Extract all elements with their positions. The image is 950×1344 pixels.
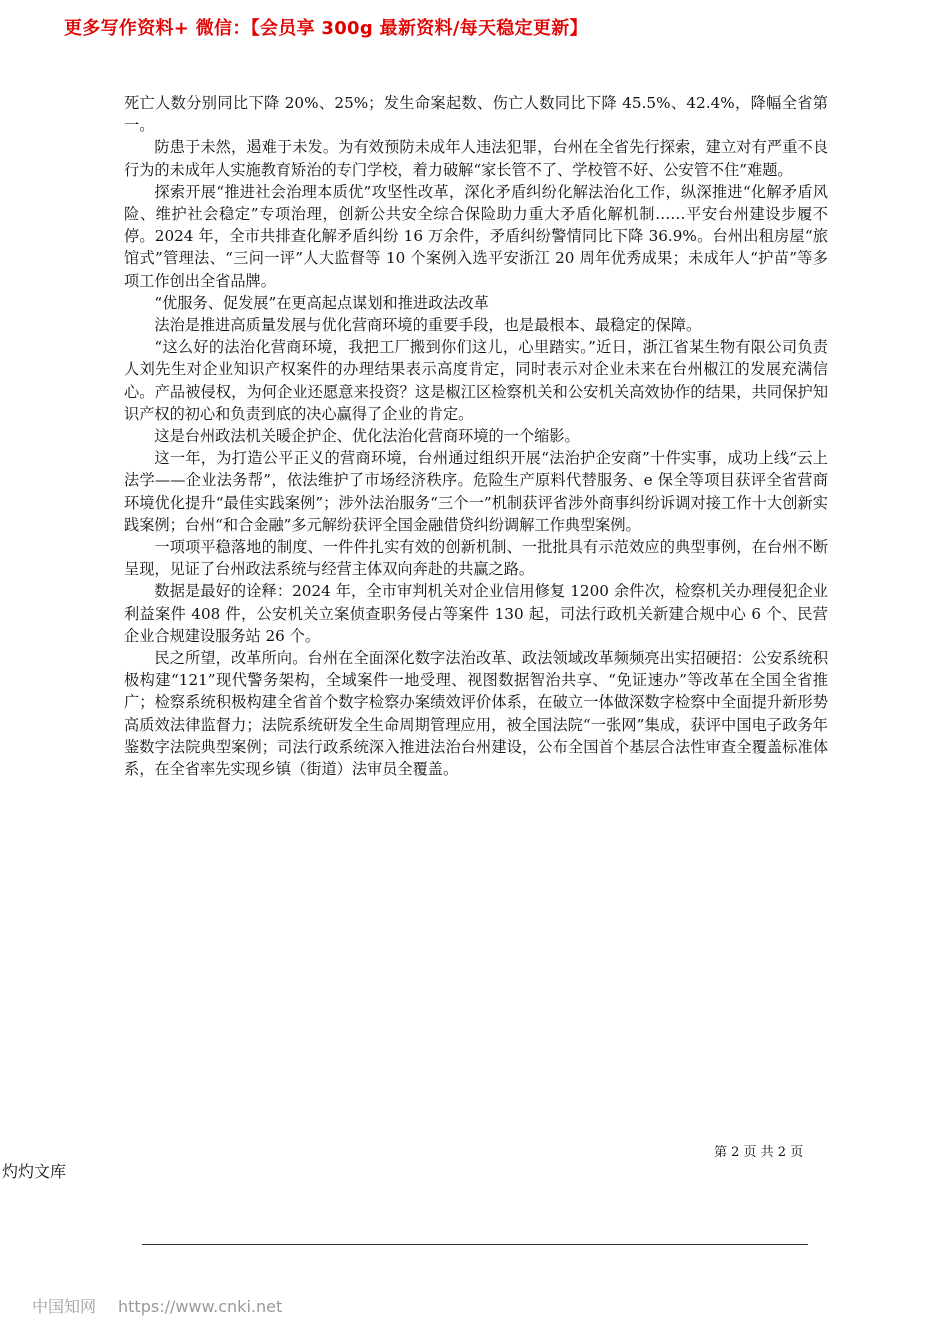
footer-source [32, 1294, 282, 1317]
paragraph: 数据是最好的诠释：2024 年，全市审判机关对企业信用修复 1200 余件次，检察机关办理侵犯企业利益案件 408 件，公安机关立案侦查职务侵占等案件 130 起，司法行政机关新建合规中心 6 个、民营企业合规建设服务站 26 个。 [124, 582, 828, 645]
page-number: 第 2 页 共 2 页 [714, 1145, 804, 1160]
paragraph: 探索开展“推进社会治理本质优”攻坚性改革，深化矛盾纠纷化解法治化工作，纵深推进“化解矛盾风险、维护社会稳定”专项治理，创新公共安全综合保险助力重大矛盾化解机制……平安台州建设步履不停。2024 年，全市共排查化解矛盾纠纷 16 万余件，矛盾纠纷警情同比下降 36.9%。台州出租房屋“旅馆式”管理法、“三问一评”人大监督等 10 个案例入选平安浙江 20 周年优秀成果；未成年人“护苗”等多项工作创出全省品牌。 [124, 182, 828, 290]
paragraph: 一项项平稳落地的制度、一件件扎实有效的创新机制、一批批具有示范效应的典型事例，在台州不断呈现，见证了台州政法系统与经营主体双向奔赴的共赢之路。 [124, 538, 828, 579]
article-body [124, 92, 828, 780]
library-name: 灼灼文库 [2, 1162, 67, 1181]
paragraph: 死亡人数分别同比下降 20%、25%；发生命案起数、伤亡人数同比下降 45.5%、42.4%，降幅全省第一。 [124, 94, 828, 135]
paragraph: 防患于未然，遏难于未发。为有效预防未成年人违法犯罪，台州在全省先行探索，建立对有严重不良行为的未成年人实施教育矫治的专门学校，着力破解“家长管不了、学校管不好、公安管不住”难题。 [124, 138, 828, 179]
section-heading: “优服务、促发展”在更高起点谋划和推进政法改革 [154, 293, 489, 312]
paragraph: “这么好的法治化营商环境，我把工厂搬到你们这儿，心里踏实。”近日，浙江省某生物有限公司负责人刘先生对企业知识产权案件的办理结果表示高度肯定，同时表示对企业未来在台州椒江的发展充满信心。产品被侵权，为何企业还愿意来投资？这是椒江区检察机关和公安机关高效协作的结果，共同保护知识产权的初心和负责到底的决心赢得了企业的肯定。 [124, 338, 828, 423]
source-name: 中国知网 [32, 1297, 97, 1316]
paragraph: 法治是推进高质量发展与优化营商环境的重要手段，也是最根本、最稳定的保障。 [154, 316, 702, 335]
footer-divider [142, 1244, 808, 1245]
paragraph: 民之所望，改革所向。台州在全面深化数字法治改革、政法领域改革频频亮出实招硬招：公安系统积极构建“121”现代警务架构，全域案件一地受理、视图数据智治共享、“免证速办”等改革在全国全省推广；检察系统积极构建全省首个数字检察办案绩效评价体系，在破立一体做深数字检察中全面提升新形势高质效法律监督力；法院系统研发全生命周期管理应用，被全国法院“一张网”集成，获评中国电子政务年鉴数字法院典型案例；司法行政系统深入推进法治台州建设，公布全国首个基层合法性审查全覆盖标准体系，在全省率先实现乡镇（街道）法审员全覆盖。 [124, 649, 828, 779]
paragraph: 这是台州政法机关暖企护企、优化法治化营商环境的一个缩影。 [154, 427, 580, 446]
paragraph: 这一年，为打造公平正义的营商环境，台州通过组织开展“法治护企安商”十件实事，成功上线“云上法学——企业法务帮”，依法维护了市场经济秩序。危险生产原料代替服务、e 保全等项目获评全省营商环境优化提升“最佳实践案例”；涉外法治服务“三个一”机制获评省涉外商事纠纷诉调对接工作十大创新实践案例；台州“和合金融”多元解纷获评全国金融借贷纠纷调解工作典型案例。 [124, 449, 828, 534]
promo-banner: 更多写作资料+ 微信：【会员享 300g 最新资料/每天稳定更新】 [64, 18, 588, 39]
source-url-link[interactable]: https://www.cnki.net [118, 1297, 283, 1316]
